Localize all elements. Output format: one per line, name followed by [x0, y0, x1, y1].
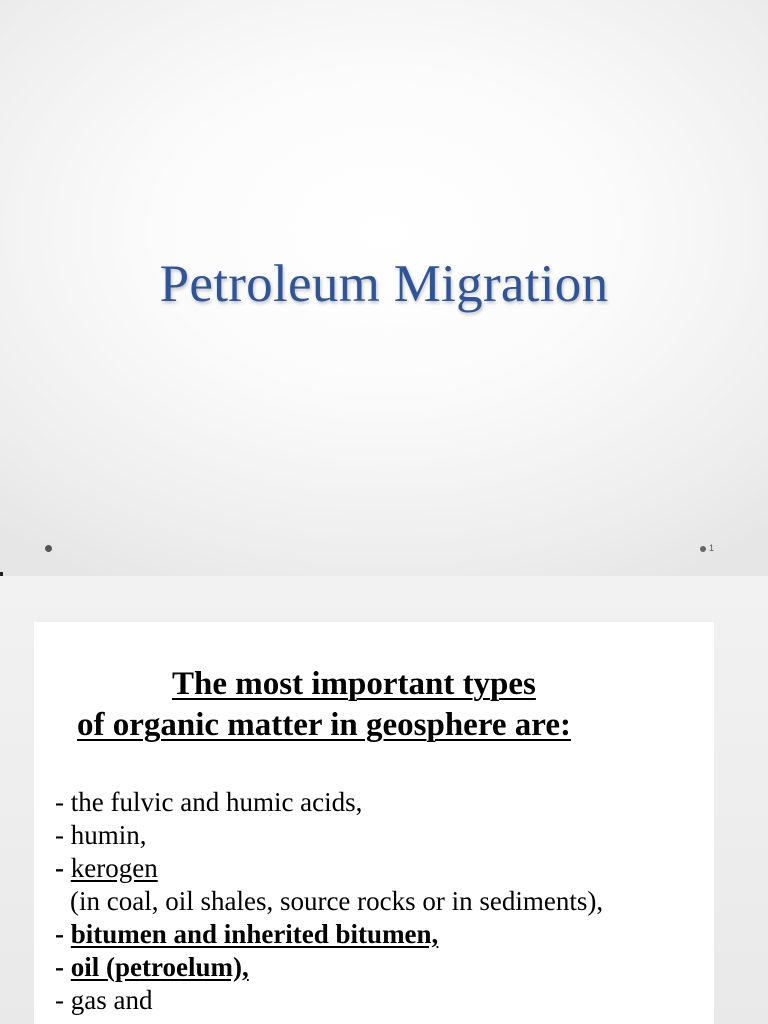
- heading-line-2: of organic matter in geosphere are:: [77, 707, 571, 743]
- list-item: - gas and: [55, 985, 153, 1015]
- list-item: - bitumen and inherited bitumen,: [55, 919, 439, 949]
- slide-2-content: [34, 622, 714, 1024]
- list-item: (in coal, oil shales, source rocks or in sediments),: [70, 886, 604, 916]
- page-number: 1: [709, 543, 715, 553]
- list-item: - kerogen: [55, 853, 158, 883]
- slide-title: Petroleum Migration: [159, 255, 609, 313]
- bullet-dot-icon: [45, 545, 52, 552]
- list-item: - the fulvic and humic acids,: [55, 787, 363, 817]
- list-item: - humin,: [55, 820, 147, 850]
- list-item: - oil (petroelum),: [55, 952, 249, 982]
- heading-line-1: The most important types: [172, 666, 536, 702]
- slide-heading: [34, 664, 714, 746]
- organic-matter-list: [55, 786, 603, 1017]
- bullet-dot-icon: [700, 546, 706, 552]
